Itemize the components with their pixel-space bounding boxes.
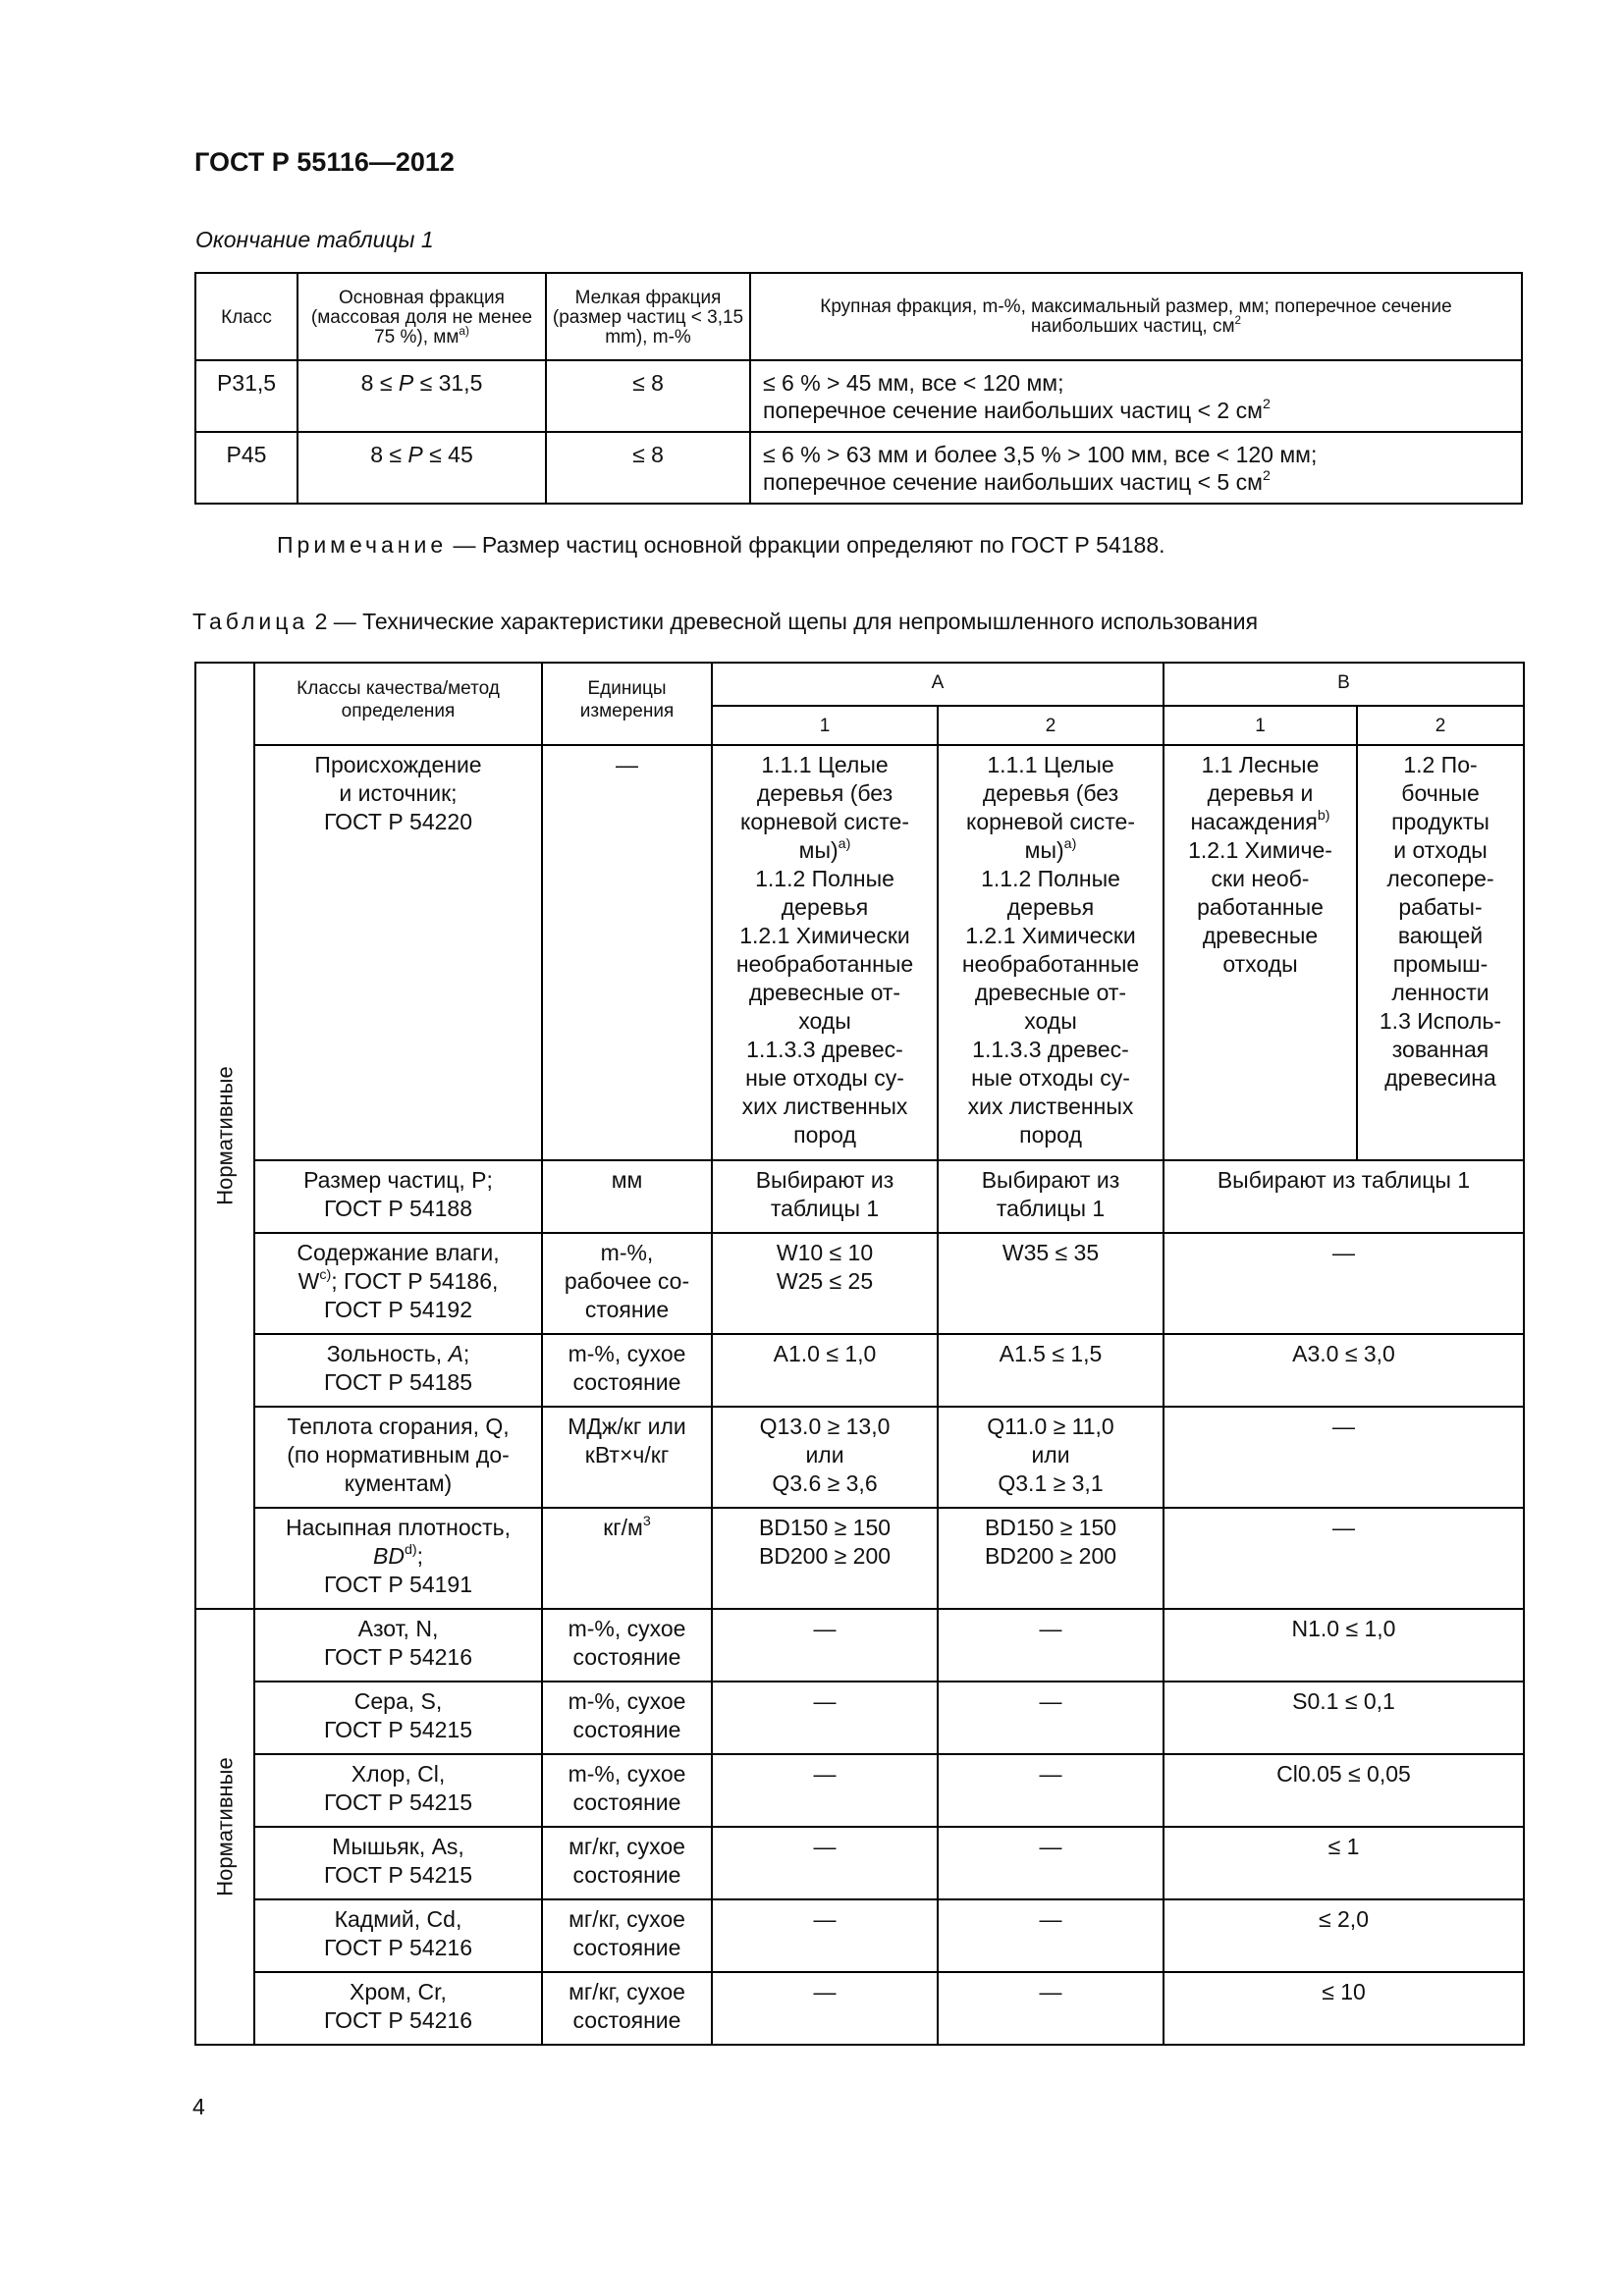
table-continuation-title: Окончание таблицы 1 [195, 227, 434, 252]
table1-header-row [195, 273, 1522, 360]
param-a1: — [712, 1609, 938, 1682]
size-units: мм [542, 1160, 712, 1233]
param-b: ≤ 1 [1164, 1827, 1524, 1899]
param-b: N1.0 ≤ 1,0 [1164, 1609, 1524, 1682]
header-class: Класс [195, 273, 298, 360]
class-cell: P45 [195, 432, 298, 504]
heat-a2: Q11.0 ≥ 11,0 или Q3.1 ≥ 3,1 [938, 1407, 1164, 1508]
param-b: ≤ 2,0 [1164, 1899, 1524, 1972]
header-fine-fraction: Мелкая фракция (размер частиц < 3,15 mm), m-% [546, 273, 750, 360]
header-units: Единицы измерения [542, 663, 712, 745]
param-a2: — [938, 1754, 1164, 1827]
moisture-b: — [1164, 1233, 1524, 1334]
param-a2: — [938, 1682, 1164, 1754]
param-b: ≤ 10 [1164, 1972, 1524, 2045]
header-main-fraction: Основная фракция (массовая доля не менее 75 %), $мм^{a)}$ [298, 273, 546, 360]
param-label: Хлор, Cl, ГОСТ Р 54215 [254, 1754, 542, 1827]
param-label: Мышьяк, As, ГОСТ Р 54215 [254, 1827, 542, 1899]
header-group-a: A [712, 663, 1164, 706]
table-row [195, 1609, 1524, 1682]
origin-b2: 1.2 По- бочные продукты и отходы лесопере- рабаты- вающей промыш- ленности 1.3 Исполь- зованная древесина [1357, 745, 1524, 1160]
heat-b: — [1164, 1407, 1524, 1508]
param-units: m-%, сухое состояние [542, 1682, 712, 1754]
moisture-a1: W10 ≤ 10 W25 ≤ 25 [712, 1233, 938, 1334]
table-row [195, 360, 1522, 432]
heat-label: Теплота сгорания, Q, (по нормативным до- кументам) [254, 1407, 542, 1508]
origin-b1: 1.1 Лесные деревья и насаждения$^{b)}$ 1.2.1 Химиче- ски необ- работанные древесные отходы [1164, 745, 1357, 1160]
table-row-size [195, 1160, 1524, 1233]
section-normative-1: Нормативные [195, 663, 254, 1609]
page-number: 4 [192, 2094, 205, 2119]
origin-a2: 1.1.1 Целые деревья (без корневой систе- мы)$^{a)}$ 1.1.2 Полные деревья 1.2.1 Химически необработанные древесные от- ходы 1.1.3.3 древес- ные отходы су- хих лиственных пород [938, 745, 1164, 1160]
heat-units: МДж/кг или кВт×ч/кг [542, 1407, 712, 1508]
param-units: мг/кг, сухое состояние [542, 1827, 712, 1899]
table-row [195, 1827, 1524, 1899]
table-row [195, 1972, 1524, 2045]
param-a1: — [712, 1972, 938, 2045]
fine-fraction-cell: ≤ 8 [546, 432, 750, 504]
table-row [195, 1682, 1524, 1754]
table-row-heat [195, 1407, 1524, 1508]
param-a2: — [938, 1609, 1164, 1682]
class-cell: P31,5 [195, 360, 298, 432]
density-units: $кг/м^3$ [542, 1508, 712, 1609]
size-label: Размер частиц, P; ГОСТ Р 54188 [254, 1160, 542, 1233]
param-a1: — [712, 1754, 938, 1827]
header-b1: 1 [1164, 706, 1357, 745]
density-b: — [1164, 1508, 1524, 1609]
table2-header-row [195, 663, 1524, 706]
size-a1: Выбирают из таблицы 1 [712, 1160, 938, 1233]
param-a1: — [712, 1899, 938, 1972]
table-row-origin [195, 745, 1524, 1160]
table1-note: Примечание — Размер частиц основной фракции определяют по ГОСТ Р 54188. [277, 532, 1165, 558]
table-row-moisture [195, 1233, 1524, 1334]
table-row [195, 432, 1522, 504]
document-header: ГОСТ Р 55116—2012 [194, 147, 455, 177]
param-units: мг/кг, сухое состояние [542, 1972, 712, 2045]
param-a1: — [712, 1682, 938, 1754]
param-label: Кадмий, Cd, ГОСТ Р 54216 [254, 1899, 542, 1972]
main-fraction-cell: 8 ≤ P ≤ 45 [298, 432, 546, 504]
param-label: Хром, Cr, ГОСТ Р 54216 [254, 1972, 542, 2045]
origin-units: — [542, 745, 712, 1160]
param-units: m-%, сухое состояние [542, 1609, 712, 1682]
fine-fraction-cell: ≤ 8 [546, 360, 750, 432]
origin-a1: 1.1.1 Целые деревья (без корневой систе- мы)$^{a)}$ 1.1.2 Полные деревья 1.2.1 Химически необработанные древесные от- ходы 1.1.3.3 древес- ные отходы су- хих лиственных пород [712, 745, 938, 1160]
section-normative-2: Нормативные [195, 1609, 254, 2045]
header-group-b: B [1164, 663, 1524, 706]
param-label: Сера, S, ГОСТ Р 54215 [254, 1682, 542, 1754]
table-1 [194, 272, 1523, 505]
density-a1: BD150 ≥ 150 BD200 ≥ 200 [712, 1508, 938, 1609]
size-b: Выбирают из таблицы 1 [1164, 1160, 1524, 1233]
density-label: Насыпная плотность, BD$^{d)}$; ГОСТ Р 54191 [254, 1508, 542, 1609]
table-row-density [195, 1508, 1524, 1609]
table-row [195, 1899, 1524, 1972]
table2-caption: Таблица 2 — Технические характеристики древесной щепы для непромышленного использования [192, 609, 1259, 634]
header-b2: 2 [1357, 706, 1524, 745]
header-a1: 1 [712, 706, 938, 745]
param-b: S0.1 ≤ 0,1 [1164, 1682, 1524, 1754]
heat-a1: Q13.0 ≥ 13,0 или Q3.6 ≥ 3,6 [712, 1407, 938, 1508]
param-b: Cl0.05 ≤ 0,05 [1164, 1754, 1524, 1827]
main-fraction-cell: 8 ≤ P ≤ 31,5 [298, 360, 546, 432]
ash-a1: A1.0 ≤ 1,0 [712, 1334, 938, 1407]
ash-a2: A1.5 ≤ 1,5 [938, 1334, 1164, 1407]
coarse-fraction-cell: ≤ 6 % > 45 мм, все < 120 мм; поперечное сечение наибольших частиц < 2 $см^2$ [750, 360, 1522, 432]
table-row-ash [195, 1334, 1524, 1407]
ash-b: A3.0 ≤ 3,0 [1164, 1334, 1524, 1407]
param-a2: — [938, 1899, 1164, 1972]
coarse-fraction-cell: ≤ 6 % > 63 мм и более 3,5 % > 100 мм, все < 120 мм; поперечное сечение наибольших частиц < 5 $см^2$ [750, 432, 1522, 504]
ash-units: m-%, сухое состояние [542, 1334, 712, 1407]
table-row [195, 1754, 1524, 1827]
size-a2: Выбирают из таблицы 1 [938, 1160, 1164, 1233]
header-quality: Классы качества/метод определения [254, 663, 542, 745]
param-a1: — [712, 1827, 938, 1899]
ash-label: Зольность, A; ГОСТ Р 54185 [254, 1334, 542, 1407]
param-units: m-%, сухое состояние [542, 1754, 712, 1827]
density-a2: BD150 ≥ 150 BD200 ≥ 200 [938, 1508, 1164, 1609]
param-a2: — [938, 1972, 1164, 2045]
origin-label: Происхождение и источник; ГОСТ Р 54220 [254, 745, 542, 1160]
moisture-units: m-%, рабочее со- стояние [542, 1233, 712, 1334]
param-label: Азот, N, ГОСТ Р 54216 [254, 1609, 542, 1682]
header-a2: 2 [938, 706, 1164, 745]
moisture-a2: W35 ≤ 35 [938, 1233, 1164, 1334]
param-units: мг/кг, сухое состояние [542, 1899, 712, 1972]
header-coarse-fraction: Крупная фракция, m-%, максимальный размер, мм; поперечное сечение наибольших частиц, $см^2$ [750, 273, 1522, 360]
moisture-label: Содержание влаги, $W^{c)}$; ГОСТ Р 54186, ГОСТ Р 54192 [254, 1233, 542, 1334]
param-a2: — [938, 1827, 1164, 1899]
table-2 [194, 662, 1525, 2046]
